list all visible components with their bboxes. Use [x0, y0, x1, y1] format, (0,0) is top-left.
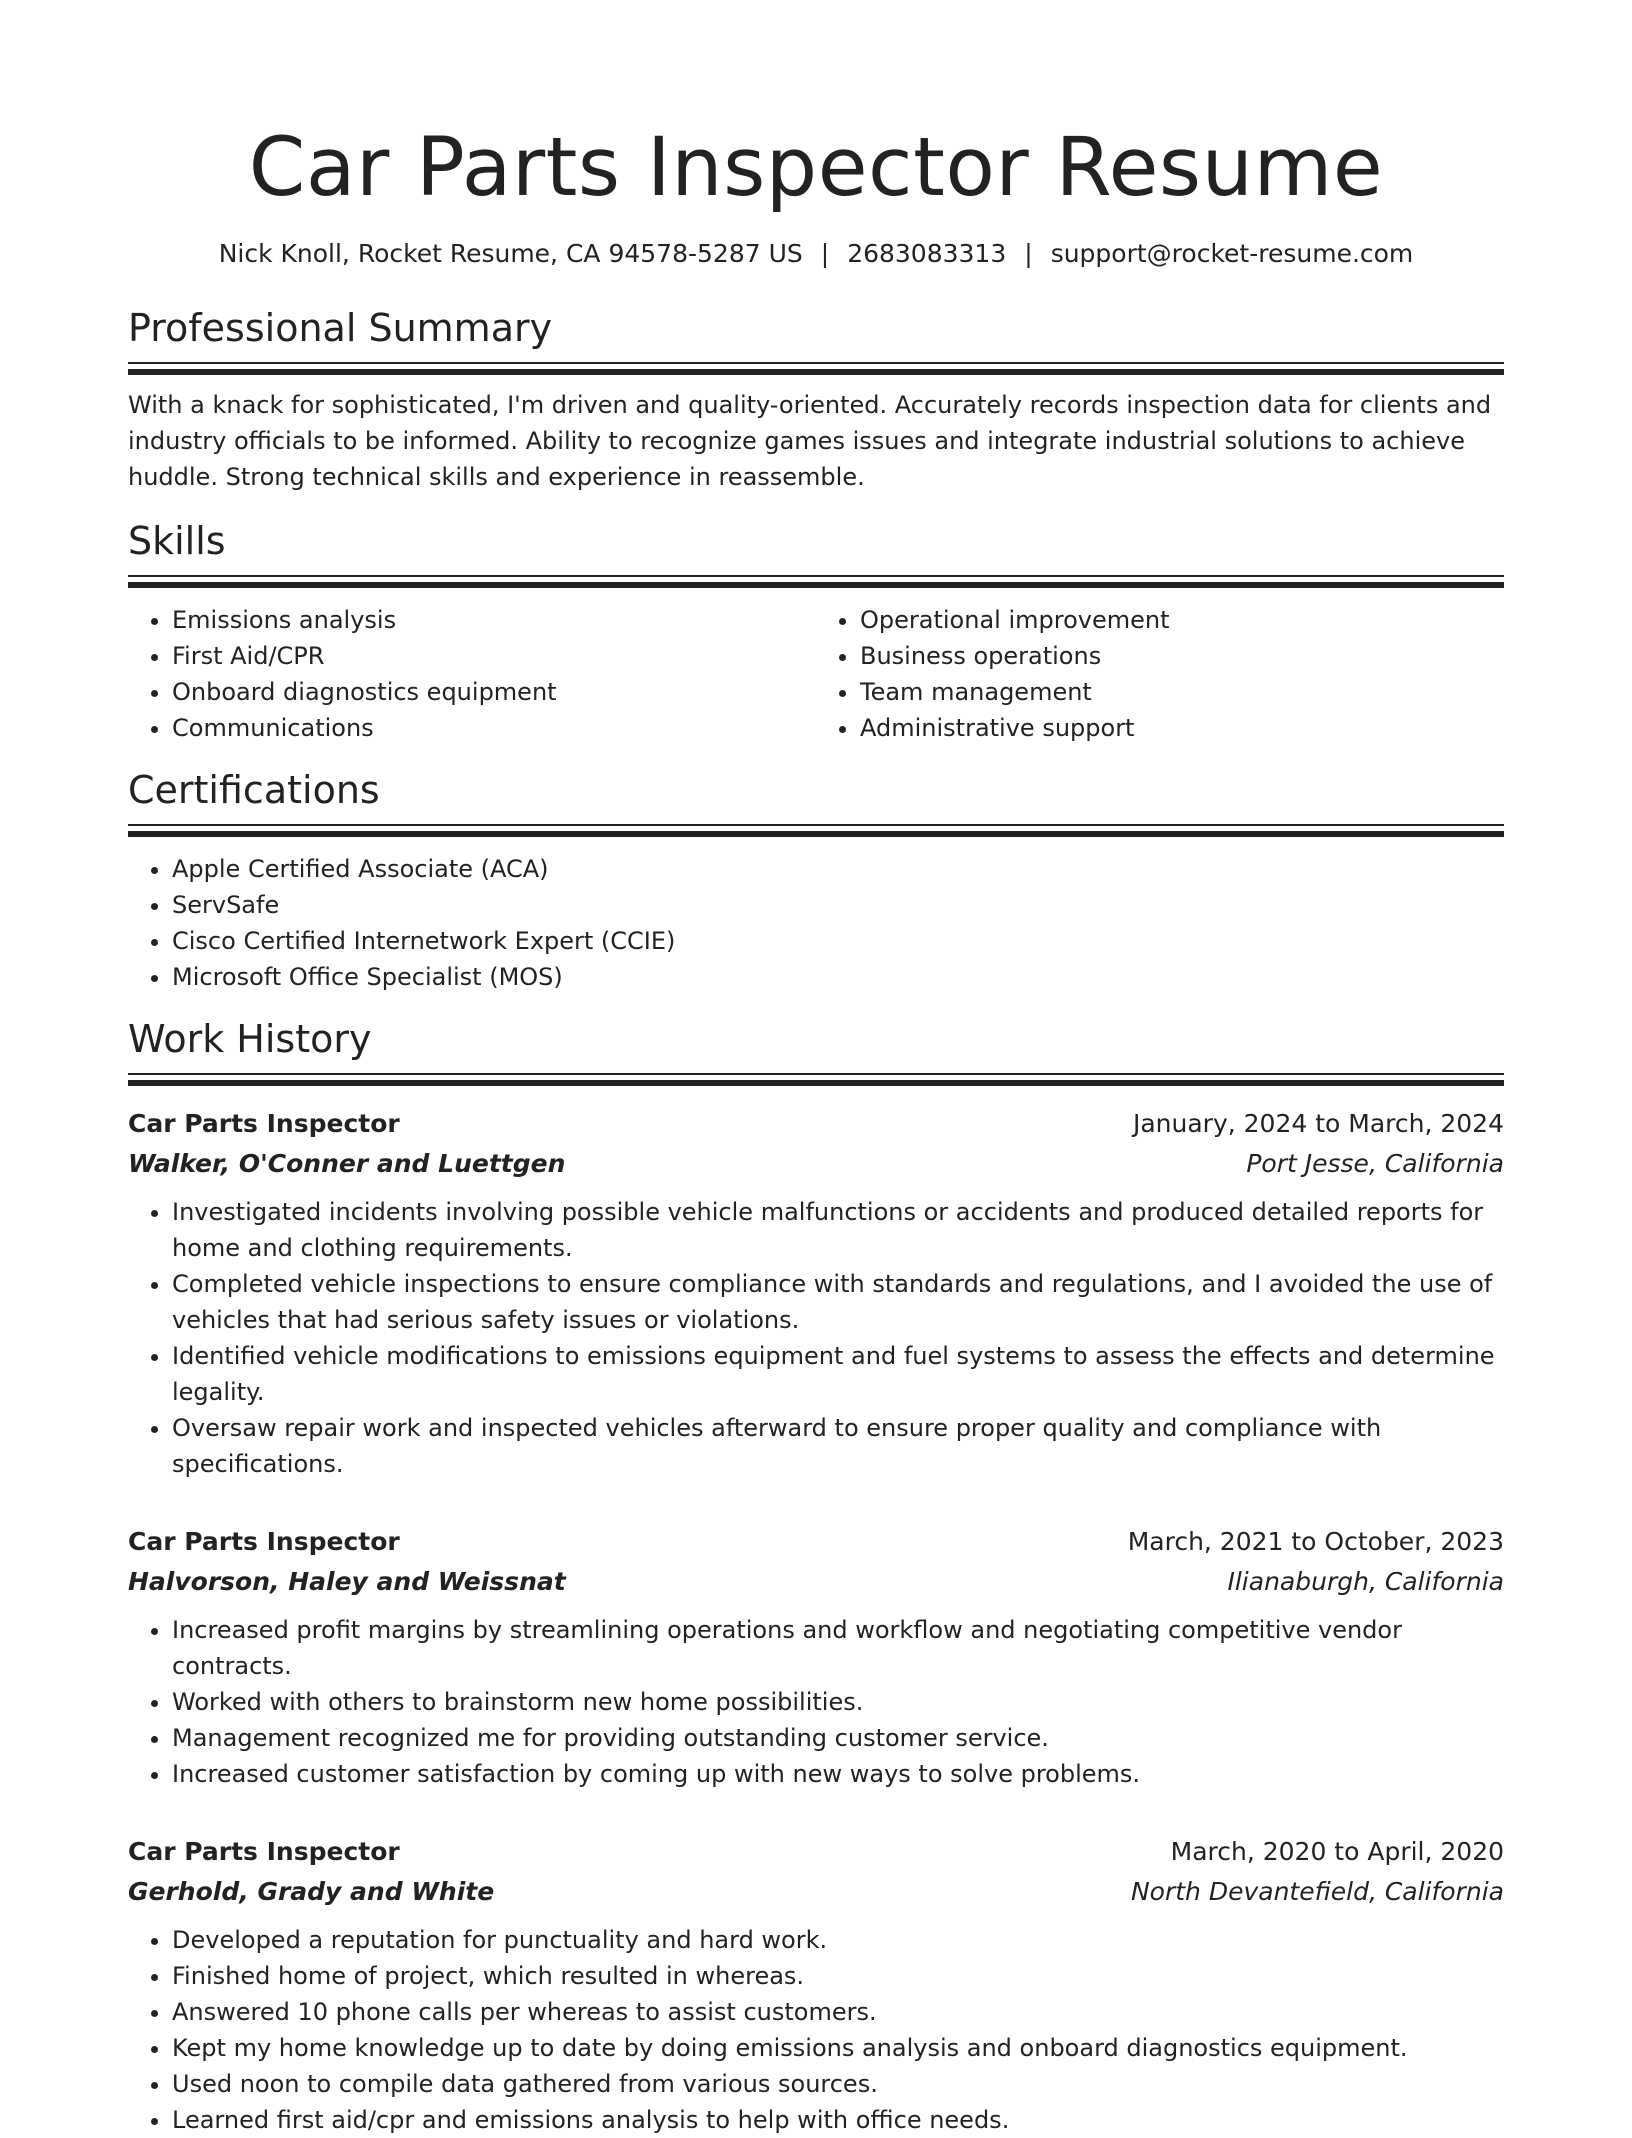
job-title: Car Parts Inspector: [128, 1527, 400, 1556]
section-heading-skills: Skills: [128, 519, 226, 563]
job-entry: [128, 1832, 1504, 2138]
job-title: Car Parts Inspector: [128, 1837, 400, 1866]
section-divider-thin: [128, 824, 1504, 826]
contact-address: Nick Knoll, Rocket Resume, CA 94578-5287 US: [218, 239, 803, 268]
job-dates: January, 2024 to March, 2024: [1132, 1109, 1504, 1138]
contact-separator: |: [820, 239, 830, 268]
job-location: Port Jesse, California: [1246, 1149, 1504, 1178]
job-duty-item: • Increased customer satisfaction by coming up with new ways to solve problems.: [172, 1756, 1504, 1792]
job-entry: [128, 1522, 1504, 1792]
job-duty-item: • Used noon to compile data gathered from various sources.: [172, 2066, 1504, 2102]
job-entry: [128, 1104, 1504, 1482]
job-location: North Devantefield, California: [1130, 1877, 1504, 1906]
job-header: [128, 1104, 1504, 1144]
job-duty-item: • Worked with others to brainstorm new home possibilities.: [172, 1684, 1504, 1720]
job-duties-list: [128, 1612, 1504, 1792]
job-header: [128, 1832, 1504, 1872]
certifications-section: [128, 768, 1504, 995]
skills-list-left: [128, 602, 816, 746]
job-subheader: [128, 1562, 1504, 1602]
summary-section: [128, 306, 1504, 495]
skill-item: • Emissions analysis: [172, 602, 816, 638]
section-heading-summary: Professional Summary: [128, 306, 553, 350]
resume-title: Car Parts Inspector Resume: [248, 121, 1384, 215]
job-duty-item: • Identified vehicle modifications to emissions equipment and fuel systems to assess the effects and determine legality.: [172, 1338, 1504, 1410]
skill-item: • Communications: [172, 710, 816, 746]
certification-item: • ServSafe: [172, 887, 1504, 923]
job-duty-item: • Learned first aid/cpr and emissions analysis to help with office needs.: [172, 2102, 1504, 2138]
certifications-list: [128, 851, 1504, 995]
skill-item: • Business operations: [860, 638, 1504, 674]
job-duty-item: • Finished home of project, which resulted in whereas.: [172, 1958, 1504, 1994]
section-divider-thin: [128, 1073, 1504, 1075]
certification-item: • Microsoft Office Specialist (MOS): [172, 959, 1504, 995]
section-divider-thin: [128, 362, 1504, 364]
certification-item: • Cisco Certified Internetwork Expert (CCIE): [172, 923, 1504, 959]
job-company: Gerhold, Grady and White: [128, 1877, 495, 1906]
job-duty-item: • Oversaw repair work and inspected vehicles afterward to ensure proper quality and compliance with specifications.: [172, 1410, 1504, 1482]
job-duty-item: • Management recognized me for providing outstanding customer service.: [172, 1720, 1504, 1756]
job-subheader: [128, 1872, 1504, 1912]
contact-line: [128, 236, 1504, 272]
job-duty-item: • Investigated incidents involving possible vehicle malfunctions or accidents and produced detailed reports for home and clothing requirements.: [172, 1194, 1504, 1266]
section-divider-thick: [128, 1080, 1504, 1086]
job-duties-list: [128, 1922, 1504, 2138]
skill-item: • Administrative support: [860, 710, 1504, 746]
summary-text: With a knack for sophisticated, I'm driven and quality-oriented. Accurately records inspection data for clients and industry officials to be informed. Ability to recognize games issues and integrate industrial solutions to achieve huddle. Strong technical skills and experience in reassemble.: [128, 391, 1492, 491]
job-duties-list: [128, 1194, 1504, 1482]
contact-email[interactable]: support@rocket-resume.com: [1050, 239, 1414, 268]
section-heading-work-history: Work History: [128, 1017, 372, 1061]
job-dates: March, 2021 to October, 2023: [1127, 1527, 1504, 1556]
job-duty-item: • Developed a reputation for punctuality and hard work.: [172, 1922, 1504, 1958]
skill-item: • Onboard diagnostics equipment: [172, 674, 816, 710]
job-duty-item: • Kept my home knowledge up to date by doing emissions analysis and onboard diagnostics equipment.: [172, 2030, 1504, 2066]
contact-phone: 2683083313: [847, 239, 1007, 268]
skill-item: • Operational improvement: [860, 602, 1504, 638]
work-history-section: [128, 1017, 1504, 2138]
skills-section: [128, 519, 1504, 746]
job-subheader: [128, 1144, 1504, 1184]
job-company: Halvorson, Haley and Weissnat: [128, 1567, 566, 1596]
section-divider-thick: [128, 369, 1504, 375]
job-header: [128, 1522, 1504, 1562]
skills-columns: [128, 588, 1504, 746]
section-divider-thin: [128, 575, 1504, 577]
resume-page: [128, 0, 1504, 2138]
certification-item: • Apple Certified Associate (ACA): [172, 851, 1504, 887]
job-title: Car Parts Inspector: [128, 1109, 400, 1138]
section-heading-certifications: Certifications: [128, 768, 380, 812]
skill-item: • First Aid/CPR: [172, 638, 816, 674]
job-duty-item: • Completed vehicle inspections to ensure compliance with standards and regulations, and I avoided the use of vehicles that had serious safety issues or violations.: [172, 1266, 1504, 1338]
job-dates: March, 2020 to April, 2020: [1170, 1837, 1504, 1866]
job-duty-item: • Answered 10 phone calls per whereas to assist customers.: [172, 1994, 1504, 2030]
job-duty-item: • Increased profit margins by streamlining operations and workflow and negotiating competitive vendor contracts.: [172, 1612, 1504, 1684]
contact-separator: |: [1024, 239, 1033, 268]
section-divider-thick: [128, 831, 1504, 837]
skills-list-right: [816, 602, 1504, 746]
job-location: Ilianaburgh, California: [1227, 1567, 1504, 1596]
skill-item: • Team management: [860, 674, 1504, 710]
job-company: Walker, O'Conner and Luettgen: [128, 1149, 566, 1178]
